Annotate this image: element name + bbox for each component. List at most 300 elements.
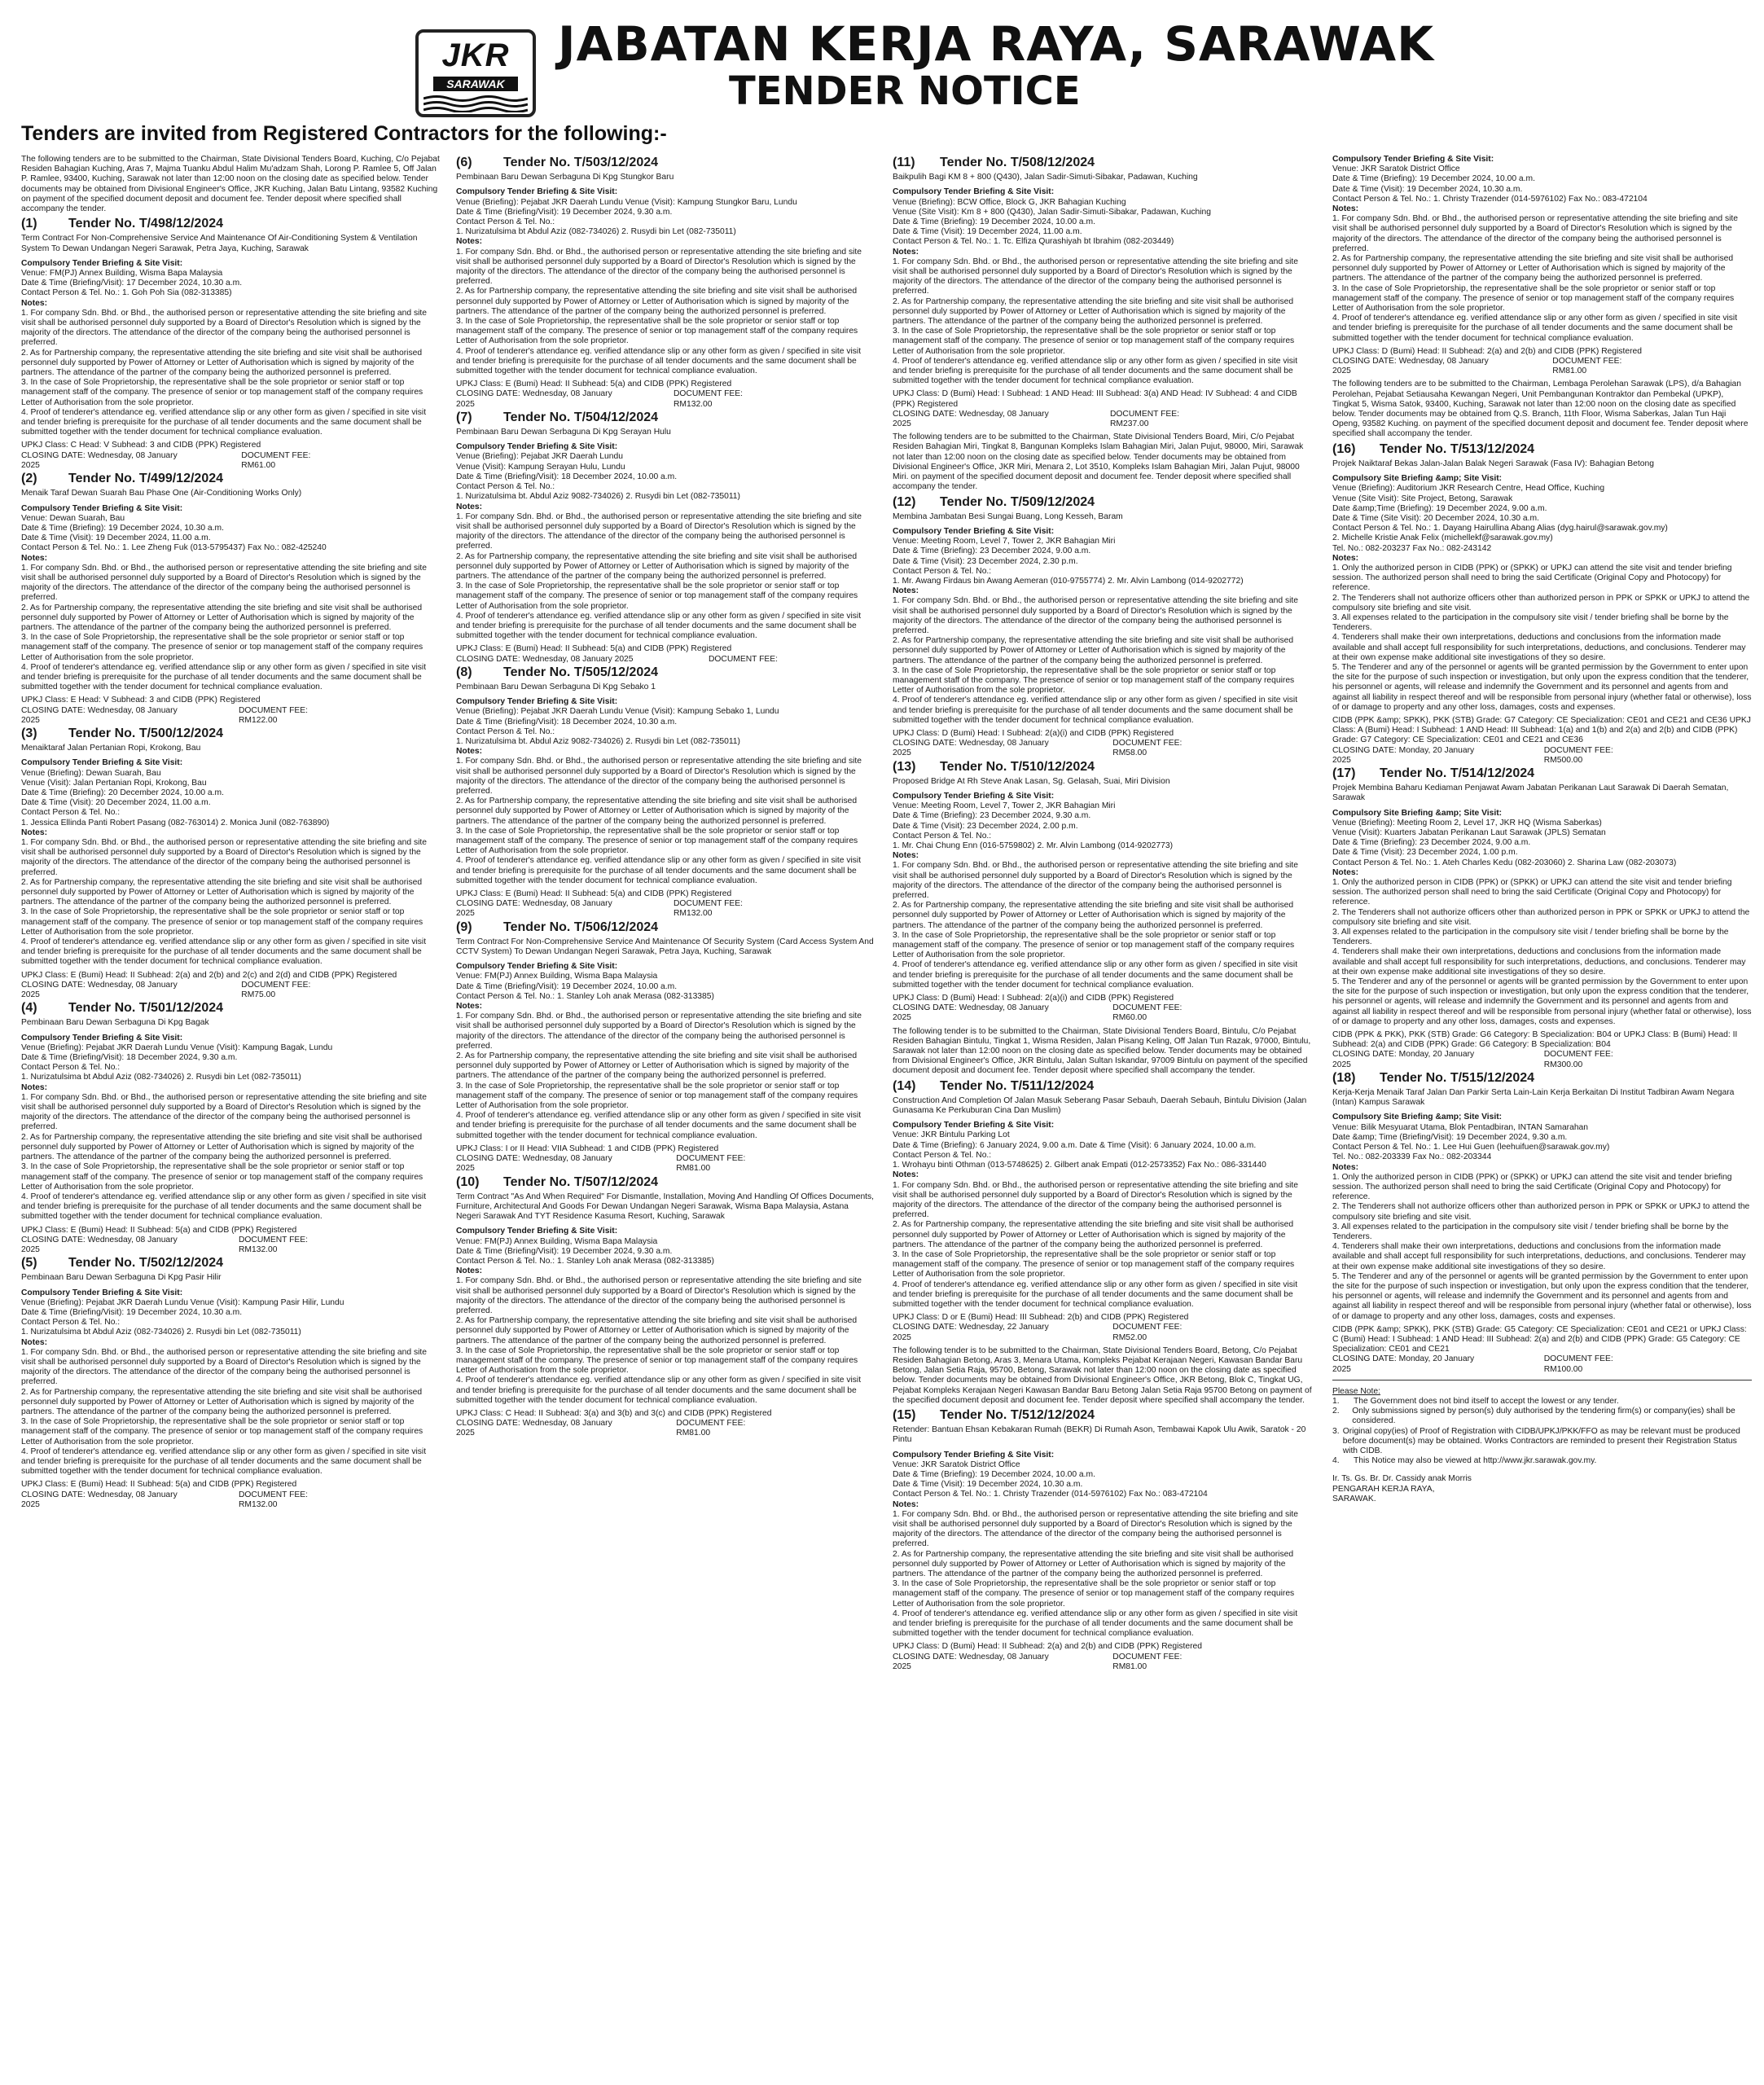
closing-value: Wednesday, 08 January 2025 (21, 450, 178, 470)
fee-label: DOCUMENT FEE: (1543, 745, 1613, 755)
briefing-detail: Contact Person & Tel. No.: 1. Stanley Loh anak Merasa (082-313385) (456, 991, 714, 1001)
tender-no: Tender No. T/514/12/2024 (1380, 766, 1535, 780)
page-subtitle: TENDER NOTICE (729, 68, 1081, 114)
document-fee (709, 655, 875, 665)
fee-value: RM132.00 (238, 1244, 278, 1254)
briefing-detail: Contact Person & Tel. No.: 1. Christy Trazender (014-5976102) Fax No.: 083-472104 (1332, 194, 1648, 204)
class-requirement: CIDB (PPK &amp; SPKK), PKK (STB) Grade: G5 Category: CE Specialization: CE01 and CE21 or UPKJ Class: C (Bumi) Head: I Subhead: 1 AND Head: III Subhead: 2(a) and 2(b) and CIDB (PPK) Grade: G5 Category: CE Specialization: CE01 and CE21 (1332, 1324, 1747, 1354)
fee-value: RM122.00 (238, 715, 278, 725)
document-fee (1112, 1003, 1312, 1023)
note-item: 1. For company Sdn. Bhd. or Bhd., the authorised person or representative attending the site briefing and site visit shall be authorised personnel duly supported by a Board of Director's Resolution which is signed by the majority of the directors. The attendance of the director of the company being the authorised personnel is preferred. (456, 511, 862, 551)
briefing-detail: Date & Time (Briefing/Visit): 19 December 2024, 10.00 a.m. (456, 981, 678, 991)
closing-label: CLOSING DATE: (21, 1235, 88, 1244)
briefing-heading: Compulsory Tender Briefing & Site Visit: (21, 1288, 183, 1297)
class-requirement: UPKJ Class: D (Bumi) Head: I Subhead: 1 AND Head: III Subhead: 3(a) AND Head: IV Subhead: 4 and CIDB (PPK) Registered (893, 389, 1297, 409)
notes-heading: Notes: (21, 1082, 48, 1092)
notes-heading: Notes: (893, 247, 919, 257)
briefing-detail: Contact Person & Tel. No.: (893, 1150, 992, 1160)
tender-heading (21, 219, 441, 229)
note-item: 1. For company Sdn. Bhd. or Bhd., the authorised person or representative attending the site briefing and site visit shall be authorised personnel duly supported by a Board of Director's Resolution which is signed by the majority of the directors. The attendance of the director of the company being the authorised personnel is preferred. (21, 838, 427, 877)
closing-label: CLOSING DATE: (893, 739, 959, 748)
fee-label: DOCUMENT FEE: (1552, 357, 1622, 367)
please-note-text: Original copy(ies) of Proof of Registration with CIDB/UPKJ/PKK/FFO as may be relevant must be produced before document(s) may be obtained. Works Contractors are reminded to present their Registration Status with CIDB. (1342, 1426, 1740, 1455)
briefing-detail: 1. Mr. Awang Firdaus bin Awang Aemeran (010-9755774) 2. Mr. Alvin Lambong (014-9202772) (893, 576, 1244, 586)
tender-no: Tender No. T/515/12/2024 (1380, 1070, 1535, 1085)
note-item: 2. As for Partnership company, the representative attending the site briefing and site visit shall be authorised personnel duly supported by Power of Attorney or Letter of Authorisation which is signed by majority of the partners. The attendance of the partner of the company being the authorized personnel is preferred. (456, 551, 858, 581)
tender-number: (7) (456, 410, 472, 424)
tender-number: (4) (21, 1001, 37, 1016)
closing-value: Wednesday, 08 January 2025 (21, 1490, 178, 1509)
note-item: 1. For company Sdn. Bhd. or Bhd., the authorised person or representative attending the site briefing and site visit shall be authorised personnel duly supported by a Board of Director's Resolution which is signed by the majority of the directors. The attendance of the director of the company being the authorised personnel is preferred. (21, 1347, 427, 1387)
fee-value: RM81.00 (1552, 367, 1587, 376)
briefing-detail: Venue: Meeting Room, Level 7, Tower 2, JKR Bahagian Miri (893, 801, 1116, 811)
fee-value: RM75.00 (241, 990, 276, 1000)
class-requirement: UPKJ Class: D (Bumi) Head: I Subhead: 2(a)(i) and CIDB (PPK) Registered (893, 728, 1174, 738)
document-fee (674, 389, 875, 409)
fee-value: RM132.00 (238, 1499, 278, 1509)
closing-date (456, 899, 674, 919)
notice-header (0, 0, 1764, 145)
please-note-item (1332, 1407, 1752, 1426)
tender-number: (6) (456, 156, 472, 169)
briefing-heading: Compulsory Site Briefing &amp; Site Visit: (1332, 1113, 1503, 1122)
note-item: 2. As for Partnership company, the representative attending the site briefing and site visit shall be authorised personnel duly supported by Power of Attorney or Letter of Authorisation which is signed by majority of the partners. The attendance of the partner of the company being the authorized personnel is preferred. (21, 877, 423, 907)
notes-heading: Notes: (21, 298, 48, 308)
class-requirement: UPKJ Class: I or II Head: VIIA Subhead: 1 and CIDB (PPK) Registered (456, 1143, 719, 1153)
briefing-heading: Compulsory Tender Briefing & Site Visit: (456, 442, 618, 452)
briefing-detail: Date & Time (Visit): 23 December 2024, 2.00 p.m. (893, 821, 1078, 831)
tender-description: Pembinaan Baru Dewan Serbaguna Di Kpg Serayan Hulu (456, 428, 671, 437)
briefing-detail: Contact Person & Tel. No.: (21, 1318, 121, 1328)
briefing-heading: Compulsory Tender Briefing & Site Visit: (456, 962, 618, 972)
please-note-text: The Government does not bind itself to accept the lowest or any tender. (1354, 1396, 1619, 1406)
fee-value: RM52.00 (1112, 1332, 1147, 1342)
briefing-detail: Date & Time (Visit): 20 December 2024, 11.00 a.m. (21, 798, 211, 808)
tender-preamble: The following tenders are to be submitted to the Chairman, Lembaga Perolehan Sarawak (LPS), d/a Bahagian Perolehan, Pejabat Setiausaha Kewangan Negeri, Unit Pembangunan Kontraktor dan Pembekal (UPKP), Tingkat 5, Wisma Satok, 93400, Kuching, Sarawak not later than 12:00 noon on the closing date as specified below. Tender documents may be obtained from Q.S. Branch, 11th Floor, Wisma Saberkas, Jalan Tun Haji Openg, 93582 Kuching. on payment of the specified document deposit and document fee. Tender deposit where specified shall accompany the tender. (1332, 380, 1749, 439)
note-item: 3. In the case of Sole Proprietorship, the representative shall be the sole proprietor or senior staff or top management staff of the company. The presence of senior or top management staff of the company requires Letter of Authorisation from the sole proprietor. (1332, 283, 1735, 314)
note-item: 3. All expenses related to the participation in the compulsory site visit / tender briefing shall be borne by the Tenderers. (1332, 612, 1729, 633)
document-fee (1112, 1323, 1312, 1342)
tender-heading (893, 759, 1312, 774)
note-item: 3. In the case of Sole Proprietorship, the representative shall be the sole proprietor or senior staff or top management staff of the company. The presence of senior or top management staff of the company requires Letter of Authorisation from the sole proprietor. (893, 930, 1295, 960)
briefing-detail: Date &amp;Time (Briefing): 19 December 2024, 9.00 a.m. (1332, 503, 1547, 513)
tender-block (893, 759, 1312, 1024)
briefing-detail: 2. Michelle Kristie Anak Felix (michellekf@sarawak.gov.my) (1332, 533, 1553, 543)
briefing-detail: Date & Time (Briefing): 19 December 2024, 10.30 a.m. (21, 523, 224, 533)
note-item: 1. For company Sdn. Bhd. or Bhd., the authorised person or representative attending the site briefing and site visit shall be authorised personnel duly supported by a Board of Director's Resolution which is signed by the majority of the directors. The attendance of the director of the company being the authorised personnel is preferred. (456, 1012, 862, 1051)
briefing-heading: Compulsory Tender Briefing & Site Visit: (456, 187, 618, 197)
briefing-detail: 1. Mr. Chai Chung Enn (016-5759802) 2. Mr. Alvin Lambong (014-9202773) (893, 841, 1174, 850)
tender-heading (456, 158, 875, 168)
closing-value: Monday, 20 January 2025 (1332, 1050, 1475, 1069)
closing-label: CLOSING DATE: (893, 1003, 959, 1013)
tender-description: Pembinaan Baru Dewan Serbaguna Di Kpg Stungkor Baru (456, 173, 674, 182)
closing-label: CLOSING DATE: (456, 389, 523, 399)
briefing-detail: 1. Nurizatulsima bt Abdul Aziz (082-734026) 2. Rusydi bin Let (082-735011) (21, 1073, 301, 1082)
closing-date (456, 655, 682, 665)
note-item: 4. Proof of tenderer's attendance eg. verified attendance slip or any other form as given / specified in site visit and tender briefing is prerequisite for the purchase of all tender documents and the same document shall be submitted together with the tender document for technical compliance evaluation. (456, 856, 862, 885)
class-requirement: UPKJ Class: D (Bumi) Head: II Subhead: 2(a) and 2(b) and CIDB (PPK) Registered (893, 1642, 1202, 1652)
fee-label: DOCUMENT FEE: (1112, 1652, 1183, 1661)
tender-heading (21, 474, 441, 484)
briefing-detail: Date & Time (Briefing): 19 December 2024, 10.00 a.m. (1332, 174, 1535, 184)
notes-heading: Notes: (456, 502, 483, 511)
briefing-detail: Venue: Meeting Room, Level 7, Tower 2, JKR Bahagian Miri (893, 537, 1116, 546)
fee-label: DOCUMENT FEE: (676, 1419, 746, 1429)
briefing-detail: Venue (Briefing): Auditorium JKR Research Centre, Head Office, Kuching (1332, 484, 1605, 494)
please-note-text: This Notice may also be viewed at http://www.jkr.sarawak.gov.my. (1354, 1456, 1597, 1466)
tender-description: Proposed Bridge At Rh Steve Anak Lasan, Sg. Gelasah, Suai, Miri Division (893, 776, 1170, 786)
notes-heading: Notes: (21, 1337, 48, 1347)
class-requirement: UPKJ Class: E (Bumi) Head: II Subhead: 5(a) and CIDB (PPK) Registered (21, 1480, 297, 1490)
tender-preamble: The following tender is to be submitted to the Chairman, State Divisional Tenders Board, Betong, C/o Pejabat Residen Bahagian Betong, Aras 3, Menara Utama, Kompleks Pejabat Kerajaan Negeri, Kawasan Bandar Baru Betong, Jalan Setia Raja, 95700, Betong, Sarawak not later than 12:00 noon on the closing date as specified below. Tender documents may be obtained from Divisional Engineer's Office, JKR Betong, Blok C, Tingkat UG, Pejabat Kompleks Kerajaan Negeri Kawasan Bandar Baru Betong Jalan Setia Raja 95700 Betong on payment of the specified document deposit and document fee. Tender deposit where specified shall accompany the tender. (893, 1345, 1312, 1405)
tender-block (456, 920, 875, 1174)
note-item: 4. Proof of tenderer's attendance eg. verified attendance slip or any other form as given / specified in site visit and tender briefing is prerequisite for the purchase of all tender documents and the same document shall be submitted together with the tender document for technical compliance evaluation. (893, 696, 1298, 725)
document-fee (241, 451, 441, 471)
tender-no: Tender No. T/504/12/2024 (503, 410, 659, 424)
briefing-detail: Date & Time (Briefing): 6 January 2024, 9.00 a.m. Date & Time (Visit): 6 January 2024, 10.00 a.m. (893, 1140, 1257, 1150)
tender-no: Tender No. T/500/12/2024 (68, 726, 224, 740)
briefing-detail: Date & Time (Briefing/Visit): 19 December 2024, 10.30 a.m. (21, 1307, 243, 1317)
briefing-detail: Date &amp; Time (Briefing/Visit): 19 December 2024, 9.30 a.m. (1332, 1132, 1568, 1142)
note-item: 2. The Tenderers shall not authorize officers other than authorized person in PPK or SPKK or UPKJ to attend the compulsory site briefing and site visit. (1332, 593, 1750, 612)
briefing-detail: Date & Time (Briefing): 23 December 2024, 9.00 a.m. (893, 546, 1091, 556)
note-item: 4. Proof of tenderer's attendance eg. verified attendance slip or any other form as given / specified in site visit and tender briefing is prerequisite for the purchase of all tender documents and the same document shall be submitted together with the tender document for technical compliance evaluation. (456, 611, 862, 641)
document-fee (1112, 739, 1312, 758)
note-item: 3. In the case of Sole Proprietorship, the representative shall be the sole proprietor or senior staff or top management staff of the company. The presence of senior or top management staff of the company requires Letter of Authorisation from the sole proprietor. (893, 327, 1295, 356)
briefing-detail: Contact Person & Tel. No.: 1. Stanley Loh anak Merasa (082-313385) (456, 1256, 714, 1266)
briefing-detail: Date & Time (Briefing/Visit): 19 December 2024, 9.30 a.m. (456, 1246, 673, 1256)
note-item: 4. Proof of tenderer's attendance eg. verified attendance slip or any other form as given / specified in site visit and tender briefing is prerequisite for the purchase of all tender documents and the same document shall be submitted together with the tender document for technical compliance evaluation. (456, 1376, 862, 1405)
tender-no: Tender No. T/513/12/2024 (1380, 441, 1535, 456)
notes-heading: Notes: (893, 851, 919, 861)
closing-date (456, 1419, 676, 1438)
tender-no: Tender No. T/498/12/2024 (68, 217, 224, 231)
fee-value: RM237.00 (1109, 419, 1149, 429)
document-fee (239, 706, 441, 726)
tender-no: Tender No. T/506/12/2024 (503, 920, 659, 934)
tender-description: Term Contract For Non-Comprehensive Service And Maintenance Of Security System (Card Access System And CCTV System) To Dewan Undangan Negeri Sarawak, Petra Jaya, Kuching, Sarawak (456, 937, 874, 957)
briefing-heading: Compulsory Tender Briefing & Site Visit: (456, 697, 618, 707)
tender-description: Pembinaan Baru Dewan Serbaguna Di Kpg Sebako 1 (456, 682, 656, 691)
briefing-detail: Date & Time (Visit): 19 December 2024, 11.00 a.m. (21, 533, 211, 543)
note-item: 3. In the case of Sole Proprietorship, the representative shall be the sole proprietor or senior staff or top management staff of the company. The presence of senior or top management staff of the company requires Letter of Authorisation from the sole proprietor. (21, 633, 423, 662)
note-item: 3. In the case of Sole Proprietorship, the representative shall be the sole proprietor or senior staff or top management staff of the company. The presence of senior or top management staff of the company requires Letter of Authorisation from the sole proprietor. (21, 907, 423, 937)
tender-number: (3) (21, 726, 37, 740)
briefing-detail: Contact Person & Tel. No.: 1. Lee Hui Guen (leehuifuen@sarawak.gov.my) (1332, 1143, 1610, 1152)
fee-label: DOCUMENT FEE: (673, 389, 744, 399)
closing-row (893, 739, 1312, 758)
tender-description: Pembinaan Baru Dewan Serbaguna Di Kpg Pasir Hilir (21, 1273, 222, 1283)
tender-preamble: The following tenders are to be submitted to the Chairman, State Divisional Tenders Board, Kuching, C/o Pejabat Residen Bahagian Kuching, Aras 7, Majma Tuanku Abdul Halim Mu'adzam Shah, Lorong P. Ramlee 5, Off Jalan P. Ramlee, 93400, Kuching, Sarawak not later than 12:00 noon on the closing date as specified below. Tender documents may be obtained from Divisional Engineer's Office, JKR Kuching, Jalan Batu Lintang, 93582 Kuching on payment of the specified document deposit and document fee. Tender deposit where specified shall accompany the tender. (21, 155, 440, 214)
closing-date (456, 389, 674, 409)
closing-label: CLOSING DATE: (893, 1652, 959, 1661)
class-requirement: UPKJ Class: E (Bumi) Head: II Subhead: 5(a) and CIDB (PPK) Registered (456, 380, 732, 389)
document-fee (241, 981, 441, 1000)
closing-value: Wednesday, 08 January 2025 (893, 409, 1049, 429)
tender-no: Tender No. T/501/12/2024 (68, 1001, 224, 1016)
tender-heading (456, 665, 875, 679)
briefing-detail: Date & Time (Briefing/Visit): 18 December 2024, 9.30 a.m. (21, 1053, 238, 1063)
note-item: 4. Proof of tenderer's attendance eg. verified attendance slip or any other form as given / specified in site visit and tender briefing is prerequisite for the purchase of all tender documents and the same document shall be submitted together with the tender document for technical compliance evaluation. (456, 346, 862, 376)
tender-description: Projek Naiktaraf Bekas Jalan-Jalan Balak Negeri Sarawak (Fasa IV): Bahagian Betong (1332, 459, 1654, 468)
class-requirement: UPKJ Class: D (Bumi) Head: I Subhead: 2(a)(i) and CIDB (PPK) Registered (893, 994, 1174, 1003)
briefing-detail: Tel. No.: 082-203237 Fax No.: 082-243142 (1332, 543, 1492, 553)
closing-label: CLOSING DATE: (21, 705, 88, 715)
closing-row (21, 451, 441, 471)
closing-value: Monday, 20 January 2025 (1332, 1354, 1475, 1374)
tender-number: (9) (456, 920, 472, 934)
fee-label: DOCUMENT FEE: (1543, 1050, 1613, 1060)
tender-block (456, 410, 875, 665)
tender-block (1332, 155, 1752, 376)
fee-label: DOCUMENT FEE: (238, 1490, 309, 1499)
tender-block (21, 1258, 441, 1510)
class-requirement: UPKJ Class: E (Bumi) Head: II Subhead: 5(a) and CIDB (PPK) Registered (456, 644, 732, 654)
tender-heading (21, 1001, 441, 1016)
tender-block (893, 494, 1312, 759)
tender-block (21, 1003, 441, 1255)
note-item: 2. As for Partnership company, the representative attending the site briefing and site visit shall be authorised personnel duly supported by Power of Attorney or Letter of Authorisation which is signed by majority of the partners. The attendance of the partner of the company being the authorized personnel is preferred. (893, 1549, 1294, 1579)
fee-label: DOCUMENT FEE: (241, 450, 311, 460)
note-item: 2. As for Partnership company, the representative attending the site briefing and site visit shall be authorised personnel duly supported by Power of Attorney or Letter of Authorisation which is signed by majority of the partners. The attendance of the partner of the company being the authorized personnel is preferred. (1332, 254, 1734, 283)
tender-description: Retender: Bantuan Ehsan Kebakaran Rumah (BEKR) Di Rumah Ason, Tembawai Kapok Ulu Awik, Saratok - 20 Pintu (893, 1425, 1306, 1445)
closing-label: CLOSING DATE: (1332, 1050, 1399, 1060)
briefing-detail: 1. Nurizatulsima bt Abdul Aziz (082-734026) 2. Rusydi bin Let (082-735011) (456, 227, 736, 237)
closing-label: CLOSING DATE: (1332, 357, 1399, 367)
column-3 (893, 155, 1312, 1675)
note-item: 3. In the case of Sole Proprietorship, the representative shall be the sole proprietor or senior staff or top management staff of the company. The presence of senior or top management staff of the company requires Letter of Authorisation from the sole proprietor. (456, 582, 858, 611)
class-requirement: CIDB (PPK & PKK), PKK (STB) Grade: G6 Category: B Specialization: B04 or UPKJ Class: B (Bumi) Head: II Subhead: 2(a) and CIDB (PPK) Grade: G6 Category: B Specialization: B04 (1332, 1030, 1738, 1050)
fee-label: DOCUMENT FEE: (238, 1235, 309, 1244)
note-item: 1. For company Sdn. Bhd. or Bhd., the authorised person or representative attending the site briefing and site visit shall be authorised personnel duly supported by a Board of Director's Resolution which is signed by the majority of the directors. The attendance of the director of the company being the authorised personnel is preferred. (893, 1509, 1298, 1549)
fee-value: RM132.00 (673, 399, 713, 409)
closing-label: CLOSING DATE: (1332, 1354, 1399, 1364)
briefing-detail: Date & Time (Briefing): 23 December 2024, 9.00 a.m. (1332, 838, 1531, 848)
fee-value: RM61.00 (241, 460, 276, 470)
tender-description: Menaik Taraf Dewan Suarah Bau Phase One (Air-Conditioning Works Only) (21, 489, 302, 498)
tender-heading (21, 726, 441, 740)
closing-date (21, 1490, 239, 1510)
briefing-detail: Contact Person & Tel. No.: 1. Ateh Charles Kedu (082-203060) 2. Sharina Law (082-203073) (1332, 858, 1677, 867)
note-item: 4. Proof of tenderer's attendance eg. verified attendance slip or any other form as given / specified in site visit and tender briefing is prerequisite for the purchase of all tender documents and the same document shall be submitted together with the tender document for technical compliance evaluation. (893, 1280, 1298, 1309)
tender-heading (1332, 766, 1752, 780)
tender-number: (11) (893, 156, 915, 169)
please-note-text: Only submissions signed by person(s) duly authorised by the tendering firm(s) or company(ies) shall be considered. (1352, 1407, 1735, 1426)
briefing-detail: Venue (Briefing): Pejabat JKR Daerah Lundu Venue (Visit): Kampung Pasir Hilir, Lundu (21, 1297, 344, 1307)
briefing-detail: Contact Person & Tel. No.: (456, 726, 555, 736)
briefing-detail: Contact Person & Tel. No.: 1. Dayang Hairullina Abang Alias (dyg.hairul@sarawak.gov.my) (1332, 524, 1668, 533)
note-item: 2. As for Partnership company, the representative attending the site briefing and site visit shall be authorised personnel duly supported by Power of Attorney or Letter of Authorisation which is signed by majority of the partners. The attendance of the partner of the company being the authorized personnel is preferred. (456, 1316, 858, 1345)
class-requirement: UPKJ Class: E (Bumi) Head: II Subhead: 2(a) and 2(b) and 2(c) and 2(d) and CIDB (PPK) Registered (21, 970, 397, 980)
tender-description: Pembinaan Baru Dewan Serbaguna Di Kpg Bagak (21, 1018, 209, 1028)
briefing-detail: Venue (Briefing): Pejabat JKR Daerah Lundu (456, 452, 623, 462)
closing-value: Wednesday, 08 January 2025 (21, 1235, 178, 1254)
notes-heading: Notes: (21, 553, 48, 563)
class-requirement: UPKJ Class: E (Bumi) Head: II Subhead: 5(a) and CIDB (PPK) Registered (456, 889, 732, 899)
note-item: 3. In the case of Sole Proprietorship, the representative shall be the sole proprietor or senior staff or top management staff of the company. The presence of senior or top management staff of the company requires Letter of Authorisation from the sole proprietor. (456, 1345, 858, 1376)
note-item: 1. Only the authorized person in CIDB (PPK) or (SPKK) or UPKJ can attend the site visit and tender briefing session. The authorized person shall need to bring the said Certificate (Original Copy and Photocopy) for reference. (1332, 1172, 1732, 1202)
tender-block (1332, 766, 1752, 1070)
tender-heading (893, 158, 1312, 168)
note-item: 4. Proof of tenderer's attendance eg. verified attendance slip or any other form as given / specified in site visit and tender briefing is prerequisite for the purchase of all tender documents and the same document shall be submitted together with the tender document for technical compliance evaluation. (456, 1111, 862, 1140)
fee-label: DOCUMENT FEE: (1112, 1003, 1183, 1013)
notes-heading: Notes: (1332, 204, 1359, 214)
fee-value: RM500.00 (1543, 755, 1583, 765)
closing-date (1332, 746, 1544, 766)
closing-value: Wednesday, 22 January 2025 (893, 1323, 1049, 1342)
document-fee (676, 1419, 875, 1438)
note-item: 2. As for Partnership company, the representative attending the site briefing and site visit shall be authorised personnel duly supported by Power of Attorney or Letter of Authorisation which is signed by majority of the partners. The attendance of the partner of the company being the authorized personnel is preferred. (893, 636, 1294, 665)
fee-label: DOCUMENT FEE: (1112, 1323, 1183, 1332)
closing-date (21, 451, 241, 471)
page-title: JABATAN KERJA RAYA, SARAWAK (558, 16, 1435, 72)
briefing-detail: Venue: JKR Bintulu Parking Lot (893, 1130, 1010, 1140)
note-item: 4. Proof of tenderer's attendance eg. verified attendance slip or any other form as given / specified in site visit and tender briefing is prerequisite for the purchase of all tender documents and the same document shall be submitted together with the tender document for technical compliance evaluation. (21, 662, 427, 692)
note-item: 4. Proof of tenderer's attendance eg. verified attendance slip or any other form as given / specified in site visit and tender briefing is prerequisite for the purchase of all tender documents and the same document shall be submitted together with the tender document for technical compliance evaluation. (893, 356, 1298, 386)
briefing-heading: Compulsory Tender Briefing & Site Visit: (456, 1227, 618, 1236)
document-fee (674, 899, 875, 919)
note-item: 2. As for Partnership company, the representative attending the site briefing and site visit shall be authorised personnel duly supported by Power of Attorney or Letter of Authorisation which is signed by majority of the partners. The attendance of the partner of the company being the authorized personnel is preferred. (21, 1387, 423, 1416)
fee-value (778, 655, 827, 664)
briefing-detail: Contact Person & Tel. No.: 1. Christy Trazender (014-5976102) Fax No.: 083-472104 (893, 1490, 1208, 1499)
fee-label: DOCUMENT FEE: (1109, 409, 1180, 419)
notes-heading: Notes: (456, 747, 483, 757)
tender-number: (15) (893, 1407, 916, 1422)
note-item: 1. Only the authorized person in CIDB (PPK) or (SPKK) or UPKJ can attend the site visit and tender briefing session. The authorized person shall need to bring the said Certificate (Original Copy and Photocopy) for reference. (1332, 878, 1732, 907)
briefing-detail: Tel. No.: 082-203339 Fax No.: 082-203344 (1332, 1152, 1492, 1162)
note-item: 2. The Tenderers shall not authorize officers other than authorized person in PPK or SPKK or UPKJ to attend the compulsory site briefing and site visit. (1332, 1202, 1750, 1222)
closing-row (1332, 1354, 1752, 1374)
closing-row (893, 1653, 1312, 1672)
briefing-detail: Venue (Site Visit): Km 8 + 800 (Q430), Jalan Sadir-Simuti-Sibakar, Padawan, Kuching (893, 207, 1212, 217)
note-item: 4. Proof of tenderer's attendance eg. verified attendance slip or any other form as given / specified in site visit and tender briefing is prerequisite for the purchase of all tender documents and the same document shall be submitted together with the tender document for technical compliance evaluation. (893, 1609, 1298, 1639)
note-item: 4. Tenderers shall make their own interpretations, deductions and conclusions from the information made available and shall accept full responsibility for such interpretations, deductions, and conclusions. Tenderer may at their own expense make additional site investigations of they so desire. (1332, 947, 1746, 977)
closing-label: CLOSING DATE: (1332, 745, 1399, 755)
note-item: 3. In the case of Sole Proprietorship, the representative shall be the sole proprietor or senior staff or top management staff of the company. The presence of senior or top management staff of the company requires Letter of Authorisation from the sole proprietor. (456, 1081, 858, 1111)
closing-row (21, 981, 441, 1000)
note-item: 3. In the case of Sole Proprietorship, the representative shall be the sole proprietor or senior staff or top management staff of the company. The presence of senior or top management staff of the company requires Letter of Authorisation from the sole proprietor. (456, 826, 858, 856)
note-item: 2. The Tenderers shall not authorize officers other than authorized person in PPK or SPKK or UPKJ to attend the compulsory site briefing and site visit. (1332, 907, 1750, 927)
briefing-heading: Compulsory Tender Briefing & Site Visit: (893, 526, 1055, 536)
note-item: 3. In the case of Sole Proprietorship, the representative shall be the sole proprietor or senior staff or top management staff of the company. The presence of senior or top management staff of the company requires Letter of Authorisation from the sole proprietor. (21, 1162, 423, 1192)
briefing-detail: Venue (Visit): Jalan Pertanian Ropi, Krokong, Bau (21, 778, 207, 788)
briefing-detail: Date & Time (Briefing): 19 December 2024, 10.00 a.m. (893, 1469, 1095, 1479)
notes-heading: Notes: (893, 1170, 919, 1180)
tender-number: (1) (21, 217, 37, 231)
note-item: 3. All expenses related to the participation in the compulsory site visit / tender briefing shall be borne by the Tenderers. (1332, 928, 1729, 947)
closing-value: Wednesday, 08 January 2025 (522, 654, 634, 664)
briefing-detail: Venue (Briefing): Meeting Room 2, Level 17, JKR HQ (Wisma Saberkas) (1332, 818, 1602, 827)
closing-value: Wednesday, 08 January 2025 (893, 739, 1049, 758)
note-item: 5. The Tenderer and any of the personnel or agents will be granted permission by the Government to enter upon the site for the purpose of such inspection or investigation, but only upon the express condition that the tenderer, his personnel or agents, will release and indemnify the Government and its personnel and agents from and against all liability in respect thereof and will be responsible from personal injury (whether fatal or otherwise), loss of or damage to property and any other loss, damages, costs and expenses. (1332, 977, 1752, 1026)
document-fee (239, 1236, 441, 1255)
fee-label: DOCUMENT FEE: (241, 980, 311, 990)
closing-date (893, 739, 1112, 758)
briefing-detail: Venue: JKR Saratok District Office (1332, 165, 1460, 174)
closing-row (1332, 357, 1752, 376)
note-item: 3. All expenses related to the participation in the compulsory site visit / tender briefing shall be borne by the Tenderers. (1332, 1222, 1729, 1241)
note-item: 1. For company Sdn. Bhd. or Bhd., the authorised person or representative attending the site briefing and site visit shall be authorised personnel duly supported by a Board of Director's Resolution which is signed by the majority of the directors. The attendance of the director of the company being the authorised personnel is preferred. (21, 1092, 427, 1132)
class-requirement: CIDB (PPK &amp; SPKK), PKK (STB) Grade: G7 Category: CE Specialization: CE01 and CE21 and CE36 UPKJ Class: A (Bumi) Head: I Subhead: 1 AND Head: III Subhead: 1(a) and 1(b) and 2(a) and 2(b) and CIDB (PPK) Grade: G7 Category: CE Specialization: CE01 and CE21 and CE36 (1332, 715, 1751, 745)
closing-label: CLOSING DATE: (893, 1323, 959, 1332)
closing-value: Wednesday, 08 January 2025 (893, 1003, 1049, 1023)
fee-label: DOCUMENT FEE: (1543, 1354, 1613, 1364)
fee-label: DOCUMENT FEE: (1112, 739, 1183, 748)
class-requirement: UPKJ Class: C Head: V Subhead: 3 and CIDB (PPK) Registered (21, 441, 261, 450)
notes-heading: Notes: (1332, 1162, 1359, 1172)
notes-heading: Notes: (21, 827, 48, 837)
note-item: 2. As for Partnership company, the representative attending the site briefing and site visit shall be authorised personnel duly supported by Power of Attorney or Letter of Authorisation which is signed by majority of the partners. The attendance of the partner of the company being the authorized personnel is preferred. (21, 1132, 423, 1162)
tender-heading (456, 1174, 875, 1189)
class-requirement: UPKJ Class: E (Bumi) Head: II Subhead: 5(a) and CIDB (PPK) Registered (21, 1225, 297, 1235)
tender-block (21, 219, 441, 471)
briefing-detail: Date & Time (Briefing/Visit): 18 December 2024, 10.30 a.m. (456, 717, 678, 726)
closing-row (456, 1419, 875, 1438)
closing-value: Wednesday, 08 January 2025 (456, 899, 612, 919)
class-requirement: UPKJ Class: C Head: II Subhead: 3(a) and 3(b) and 3(c) and CIDB (PPK) Registered (456, 1408, 772, 1418)
closing-date (1332, 357, 1552, 376)
closing-row (456, 899, 875, 919)
closing-row (21, 1236, 441, 1255)
briefing-heading: Compulsory Tender Briefing & Site Visit: (21, 503, 183, 513)
note-item: 1. For company Sdn. Bhd. or Bhd., the authorised person or representative attending the site briefing and site visit shall be authorised personnel duly supported by a Board of Director's Resolution which is signed by the majority of the directors. The attendance of the director of the company being the authorised personnel is preferred. (456, 1276, 862, 1315)
tender-description: Term Contract "As And When Required" For Dismantle, Installation, Moving And Handling Of Offices Documents, Furniture, Architectural And Goods For Dewan Undangan Negeri Sarawak, Wisma Bapa Malaysia, Astana Negeri Sarawak And TYT Residence Kasuma Resort, Kuching, Sarawak (456, 1192, 875, 1222)
class-requirement: UPKJ Class: D or E (Bumi) Head: III Subhead: 2(b) and CIDB (PPK) Registered (893, 1313, 1189, 1323)
signature-block (1332, 1474, 1752, 1504)
fee-value: RM300.00 (1543, 1060, 1583, 1069)
fee-value: RM100.00 (1543, 1364, 1583, 1374)
tender-block (893, 1078, 1312, 1343)
tender-description: Projek Membina Baharu Kediaman Penjawat Awam Jabatan Perikanan Laut Sarawak Di Daerah Sematan, Sarawak (1332, 784, 1729, 803)
please-note-item (1332, 1456, 1752, 1466)
tender-block (456, 158, 875, 410)
closing-row (1332, 1050, 1752, 1069)
note-item: 2. As for Partnership company, the representative attending the site briefing and site visit shall be authorised personnel duly supported by Power of Attorney or Letter of Authorisation which is signed by majority of the partners. The attendance of the partner of the company being the authorized personnel is preferred. (456, 287, 858, 316)
closing-row (21, 1490, 441, 1510)
tender-description: Membina Jambatan Besi Sungai Buang, Long Kesseh, Baram (893, 511, 1123, 521)
note-item: 5. The Tenderer and any of the personnel or agents will be granted permission by the Government to enter upon the site for the purpose of such inspection or investigation, but only upon the express condition that the tenderer, his personnel or agents, will release and indemnify the Government and its personnel and agents from and against all liability in respect thereof and will be responsible from personal injury (whether fatal or otherwise), loss of or damage to property and any other loss, damages, costs and expenses. (1332, 1271, 1752, 1321)
note-item: 1. For company Sdn. Bhd. or Bhd., the authorised person or representative attending the site briefing and site visit shall be authorised personnel duly supported by a Board of Director's Resolution which is signed by the majority of the directors. The attendance of the director of the company being the authorised personnel is preferred. (893, 1180, 1298, 1220)
document-fee (1110, 410, 1312, 429)
briefing-heading: Compulsory Site Briefing &amp; Site Visit: (1332, 808, 1503, 818)
document-fee (239, 1490, 441, 1510)
closing-date (893, 410, 1110, 429)
note-item: 4. Proof of tenderer's attendance eg. verified attendance slip or any other form as given / specified in site visit and tender briefing is prerequisite for the purchase of all tender documents and the same document shall be submitted together with the tender document for technical compliance evaluation. (1332, 314, 1738, 343)
notes-heading: Notes: (893, 1499, 919, 1509)
note-item: 1. For company Sdn. Bhd. or Bhd., the authorised person or representative attending the site briefing and site visit shall be authorised personnel duly supported by a Board of Director's Resolution which is signed by the majority of the directors. The attendance of the director of the company being the authorised personnel is preferred. (456, 757, 862, 796)
column-4 (1332, 155, 1752, 1504)
briefing-heading: Compulsory Tender Briefing & Site Visit: (893, 791, 1055, 801)
note-item: 1. For company Sdn. Bhd. or Bhd., the authorised person or representative attending the site briefing and site visit shall be authorised personnel duly supported by a Board of Director's Resolution which is signed by the majority of the directors. The attendance of the director of the company being the authorised personnel is preferred. (893, 257, 1298, 296)
signatory-place: SARAWAK. (1332, 1494, 1376, 1503)
briefing-detail: Venue: FM(PJ) Annex Building, Wisma Bapa Malaysia (456, 972, 658, 981)
briefing-detail: Date & Time (Briefing/Visit): 17 December 2024, 10.30 a.m. (21, 279, 243, 288)
closing-value: Wednesday, 08 January 2025 (456, 389, 612, 409)
briefing-detail: Venue: FM(PJ) Annex Building, Wisma Bapa Malaysia (456, 1236, 658, 1246)
briefing-detail: Venue: Dewan Suarah, Bau (21, 513, 125, 523)
closing-label: CLOSING DATE: (456, 1419, 523, 1429)
tender-block (893, 1407, 1312, 1672)
briefing-detail: Venue (Visit): Kampung Serayan Hulu, Lundu (456, 462, 625, 472)
briefing-heading: Compulsory Tender Briefing & Site Visit: (1332, 155, 1494, 164)
notes-heading: Notes: (456, 1002, 483, 1012)
note-item: 1. For company Sdn. Bhd. or Bhd., the authorised person or representative attending the site briefing and site visit shall be authorised personnel duly supported by a Board of Director's Resolution which is signed by the majority of the directors. The attendance of the director of the company being the authorised personnel is preferred. (893, 861, 1298, 901)
please-note-heading: Please Note: (1332, 1386, 1380, 1396)
jkr-logo (415, 29, 536, 117)
note-item: 3. In the case of Sole Proprietorship, the representative shall be the sole proprietor or senior staff or top management staff of the company. The presence of senior or top management staff of the company requires Letter of Authorisation from the sole proprietor. (456, 317, 858, 346)
briefing-heading: Compulsory Tender Briefing & Site Visit: (893, 187, 1055, 197)
